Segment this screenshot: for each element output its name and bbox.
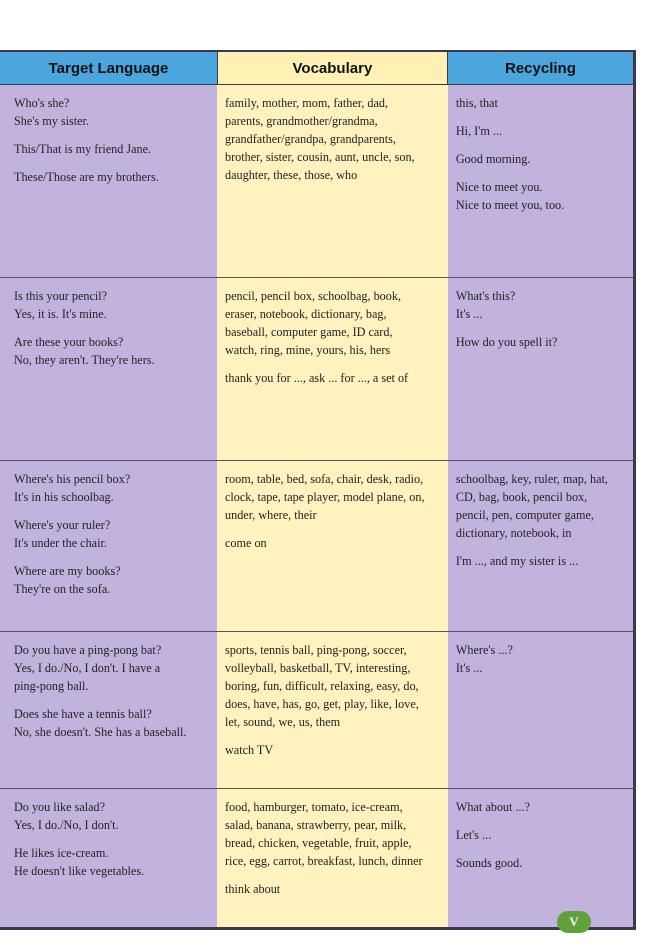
vocabulary-cell [217,632,448,788]
text-line: boring, fun, difficult, relaxing, easy, do, [225,679,419,693]
text-line: Where are my books? [14,564,121,578]
recycling-cell [448,461,633,631]
text-line: Does she have a tennis ball? [14,707,152,721]
text-line: Do you like salad? [14,800,106,814]
text-group [456,798,623,816]
text-line: salad, banana, strawberry, pear, milk, [225,818,407,832]
text-line: She's my sister. [14,114,89,128]
recycling-cell [448,789,633,927]
text-line: He doesn't like vegetables. [14,864,145,878]
target-language-cell [0,85,217,277]
text-line: It's under the chair. [14,536,107,550]
text-line: under, where, their [225,508,317,522]
text-group [14,562,207,598]
text-line: brother, sister, cousin, aunt, uncle, son, [225,150,415,164]
text-line: let, sound, we, us, them [225,715,341,729]
text-line: I'm ..., and my sister is ... [455,554,579,568]
header-vocabulary: Vocabulary [217,52,448,84]
text-group [225,287,440,359]
text-group [456,552,623,570]
text-group [456,641,623,677]
vocabulary-cell [217,789,448,927]
recycling-cell [448,85,633,277]
text-group [14,641,207,695]
target-language-cell [0,789,217,927]
recycling-cell [448,278,633,460]
text-line: Where's his pencil box? [14,472,131,486]
text-line: Is this your pencil? [14,289,108,303]
page-top-margin [0,0,650,50]
text-line: Where's ...? [455,643,513,657]
text-group [14,94,207,130]
curriculum-table [0,50,636,930]
text-group [456,94,623,112]
text-line: These/Those are my brothers. [14,170,159,184]
text-line: They're on the sofa. [14,582,111,596]
text-line: rice, egg, carrot, breakfast, lunch, dinner [225,854,423,868]
text-group [456,470,623,542]
text-line: ping-pong ball. [14,679,89,693]
text-line: schoolbag, key, ruler, map, hat, [455,472,608,486]
text-group [14,798,207,834]
target-language-cell [0,461,217,631]
text-line: clock, tape, tape player, model plane, on, [225,490,425,504]
table-row [0,632,633,789]
text-group [456,178,623,214]
text-line: grandfather/grandpa, grandparents, [225,132,396,146]
target-language-cell [0,632,217,788]
text-line: Yes, I do./No, I don't. [14,818,119,832]
text-line: What about ...? [455,800,530,814]
text-group [456,150,623,168]
text-line: Yes, it is. It's mine. [14,307,107,321]
text-group [225,741,440,759]
text-line: pencil, pen, computer game, [455,508,594,522]
text-line: come on [225,536,267,550]
table-row [0,789,633,927]
text-line: food, hamburger, tomato, ice-cream, [225,800,403,814]
table-header [0,50,633,85]
text-line: baseball, computer game, ID card, [225,325,393,339]
text-line: sports, tennis ball, ping-pong, soccer, [225,643,407,657]
text-line: This/That is my friend Jane. [14,142,152,156]
text-group [225,470,440,524]
text-group [14,844,207,880]
text-line: Let's ... [455,828,492,842]
text-group [14,287,207,323]
text-group [225,369,440,387]
text-line: Nice to meet you, too. [455,198,565,212]
text-line: It's in his schoolbag. [14,490,114,504]
text-group [456,854,623,872]
text-line: Sounds good. [455,856,523,870]
text-group [14,470,207,506]
header-recycling: Recycling [448,52,633,84]
text-line: No, they aren't. They're hers. [14,353,155,367]
text-line: CD, bag, book, pencil box, [455,490,588,504]
text-line: It's ... [455,661,483,675]
text-group [225,94,440,184]
table-row [0,278,633,461]
text-group [456,122,623,140]
table-row [0,461,633,632]
text-line: Where's your ruler? [14,518,111,532]
text-group [14,705,207,741]
table-body [0,85,633,927]
text-group [14,333,207,369]
text-group [456,826,623,844]
text-line: bread, chicken, vegetable, fruit, apple, [225,836,412,850]
vocabulary-cell [217,461,448,631]
text-line: eraser, notebook, dictionary, bag, [225,307,387,321]
text-line: Nice to meet you. [455,180,543,194]
text-line: Hi, I'm ... [455,124,503,138]
text-group [456,333,623,351]
text-group [14,168,207,186]
text-line: No, she doesn't. She has a baseball. [14,725,187,739]
text-line: dictionary, notebook, in [455,526,572,540]
text-line: How do you spell it? [455,335,558,349]
text-line: What's this? [455,289,516,303]
text-line: watch TV [225,743,274,757]
recycling-cell [448,632,633,788]
text-line: It's ... [455,307,483,321]
text-line: think about [225,882,281,896]
text-group [456,287,623,323]
table-row [0,85,633,278]
text-line: thank you for ..., ask ... for ..., a set of [225,371,409,385]
text-group [225,880,440,898]
vocabulary-cell [217,85,448,277]
page-number-badge: V [557,911,591,933]
text-line: daughter, these, those, who [225,168,358,182]
text-line: pencil, pencil box, schoolbag, book, [225,289,402,303]
header-target-language: Target Language [0,52,217,84]
text-line: volleyball, basketball, TV, interesting, [225,661,411,675]
text-line: this, that [455,96,498,110]
text-line: He likes ice-cream. [14,846,109,860]
text-group [225,798,440,870]
vocabulary-cell [217,278,448,460]
text-group [225,641,440,731]
text-group [14,140,207,158]
text-line: Are these your books? [14,335,124,349]
text-line: Good morning. [455,152,531,166]
text-line: Who's she? [14,96,70,110]
target-language-cell [0,278,217,460]
text-line: Do you have a ping-pong bat? [14,643,162,657]
text-line: parents, grandmother/grandma, [225,114,378,128]
text-line: room, table, bed, sofa, chair, desk, radio, [225,472,424,486]
text-line: Yes, I do./No, I don't. I have a [14,661,161,675]
text-line: watch, ring, mine, yours, his, hers [225,343,391,357]
text-line: does, have, has, go, get, play, like, love, [225,697,419,711]
text-line: family, mother, mom, father, dad, [225,96,389,110]
text-group [14,516,207,552]
text-group [225,534,440,552]
